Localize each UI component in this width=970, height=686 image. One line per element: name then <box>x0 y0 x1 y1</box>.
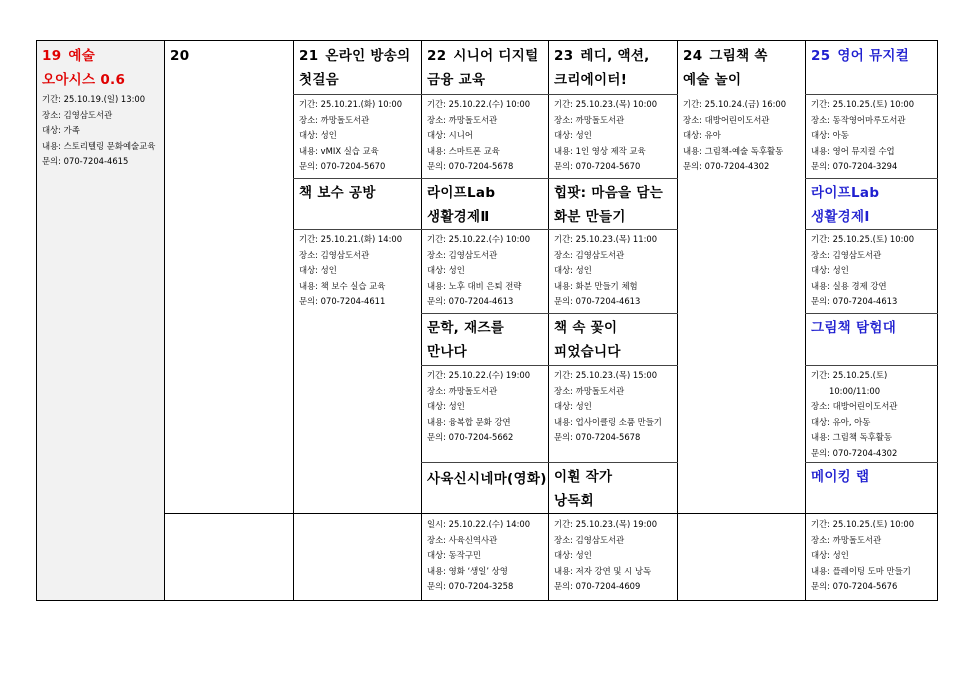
d23-c-info: 기간: 25.10.23.(목) 15:00 장소: 까망돌도서관 대상: 성인 내용: 업사이클링 소품 만들기 문의: 070-7204-5678 <box>554 370 662 443</box>
d25-c-title: 그림책 탐험대 <box>811 320 897 336</box>
d23-d-title: 이훤 작가 낭독회 <box>554 469 613 509</box>
day-19-info: 기간: 25.10.19.(일) 13:00 장소: 김영삼도서관 대상: 가족 내용: 스토리텔링 문화예술교육 문의: 070-7204-4615 <box>42 94 156 167</box>
d25-d-info: 기간: 25.10.25.(토) 10:00 장소: 까망돌도서관 대상: 성인 내용: 플레이팅 도마 만들기 문의: 070-7204-5676 <box>811 519 915 592</box>
d25-b-title: 라이프Lab 생활경제Ⅰ <box>811 185 880 225</box>
d22-a-title: 22 시니어 디지털 금융 교육 <box>427 48 539 88</box>
d25-b-info: 기간: 25.10.25.(토) 10:00 장소: 김영삼도서관 대상: 성인 내용: 실용 경제 강연 문의: 070-7204-4613 <box>811 234 915 307</box>
d25-a-title: 25 영어 뮤지컬 <box>811 48 910 64</box>
d23-c-title: 책 속 꽃이 피었습니다 <box>554 320 621 360</box>
d22-b-title: 라이프Lab 생활경제Ⅱ <box>427 185 496 225</box>
day-20-number: 20 <box>170 48 190 64</box>
day-19-title-line2: 오아시스 0.6 <box>42 72 126 88</box>
d23-a-title: 23 레디, 액션, 크리에이터! <box>554 48 650 88</box>
d24-a-info: 기간: 25.10.24.(금) 16:00 장소: 대방어린이도서관 대상: 유아 내용: 그림책-예술 독후활동 문의: 070-7204-4302 <box>683 99 787 172</box>
d24-a-title: 24 그림책 쏙 예술 놀이 <box>683 48 768 88</box>
d22-b-info: 기간: 25.10.22.(수) 10:00 장소: 김영삼도서관 대상: 성인 내용: 노후 대비 은퇴 전략 문의: 070-7204-4613 <box>427 234 531 307</box>
d25-c-info: 기간: 25.10.25.(토) 10:00/11:00 장소: 대방어린이도서관 대상: 유아, 아동 내용: 그림책 독후활동 문의: 070-7204-4302 <box>811 370 898 458</box>
d25-d-title: 메이킹 랩 <box>811 469 870 485</box>
day-19-title: 19 예술 <box>42 48 96 64</box>
d23-a-info: 기간: 25.10.23.(목) 10:00 장소: 까망돌도서관 대상: 성인 내용: 1인 영상 제작 교육 문의: 070-7204-5670 <box>554 99 658 172</box>
d25-a-info: 기간: 25.10.25.(토) 10:00 장소: 동작영어마루도서관 대상: 아동 내용: 영어 뮤지컬 수업 문의: 070-7204-3294 <box>811 99 915 172</box>
day-20-cell <box>165 42 293 82</box>
d22-d-title: 사육신시네마(영화) <box>427 471 547 487</box>
day-19-cell <box>37 42 163 192</box>
d21-b-title: 책 보수 공방 <box>299 185 376 201</box>
d22-c-info: 기간: 25.10.22.(수) 19:00 장소: 까망돌도서관 대상: 성인 내용: 융복합 문화 강연 문의: 070-7204-5662 <box>427 370 531 443</box>
d23-b-title: 힙팟: 마음을 담는 화분 만들기 <box>554 185 664 225</box>
d23-b-info: 기간: 25.10.23.(목) 11:00 장소: 김영삼도서관 대상: 성인 내용: 화분 만들기 체험 문의: 070-7204-4613 <box>554 234 658 307</box>
d22-d-info: 일시: 25.10.22.(수) 14:00 장소: 사육신역사관 대상: 동작구민 내용: 영화 ‘생일’ 상영 문의: 070-7204-3258 <box>427 519 531 592</box>
d21-a-info: 기간: 25.10.21.(화) 10:00 장소: 까망돌도서관 대상: 성인 내용: vMIX 실습 교육 문의: 070-7204-5670 <box>299 99 403 172</box>
d23-d-info: 기간: 25.10.23.(목) 19:00 장소: 김영삼도서관 대상: 성인 내용: 저자 강연 및 시 낭독 문의: 070-7204-4609 <box>554 519 658 592</box>
d22-c-title: 문학, 재즈를 만나다 <box>427 320 505 360</box>
d22-a-info: 기간: 25.10.22.(수) 10:00 장소: 까망돌도서관 대상: 시니어 내용: 스마트폰 교육 문의: 070-7204-5678 <box>427 99 531 172</box>
d21-b-info: 기간: 25.10.21.(화) 14:00 장소: 김영삼도서관 대상: 성인 내용: 책 보수 실습 교육 문의: 070-7204-4611 <box>299 234 403 307</box>
d21-a-title: 21 온라인 방송의 첫걸음 <box>299 48 411 88</box>
calendar-table <box>36 40 938 601</box>
